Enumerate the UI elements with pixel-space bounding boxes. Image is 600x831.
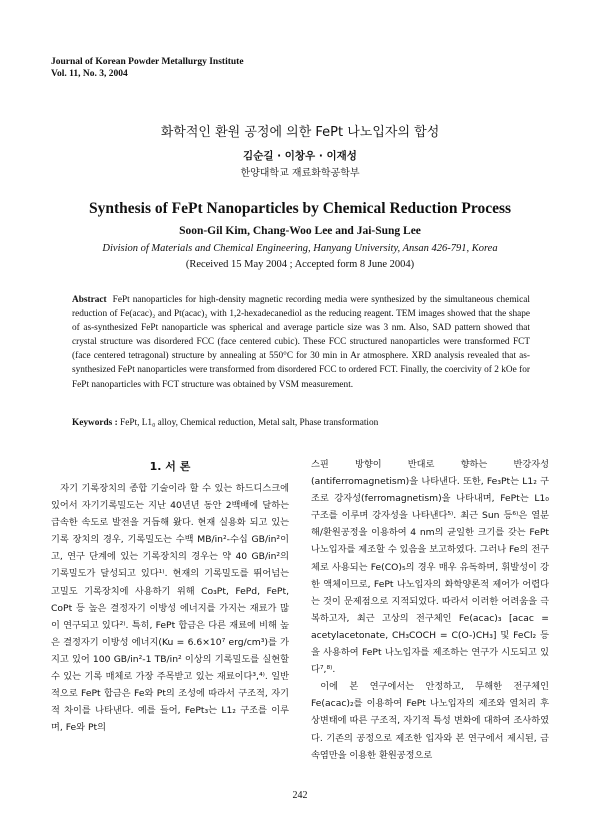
keywords-text: FePt, L1₀ alloy, Chemical reduction, Metal salt, Phase transformation	[120, 418, 379, 428]
english-authors: Soon-Gil Kim, Chang-Woo Lee and Jai-Sung Lee	[179, 225, 421, 237]
abstract-label: Abstract	[72, 295, 107, 305]
page-number: 242	[292, 790, 308, 801]
english-title: Synthesis of FePt Nanoparticles by Chemical Reduction Process	[88, 200, 512, 217]
keywords-label: Keywords :	[72, 418, 118, 428]
journal-volume: Vol. 11, No. 3, 2004	[51, 69, 128, 79]
section-heading: 1. 서 론	[149, 460, 191, 473]
korean-title: 화학적인 환원 공정에 의한 FePt 나노입자의 합성	[160, 125, 440, 140]
journal-header	[51, 56, 244, 80]
received-dates: (Received 15 May 2004 ; Accepted form 8 June 2004)	[185, 259, 415, 270]
right-column	[311, 456, 549, 764]
abstract	[72, 293, 530, 392]
journal-name: Journal of Korean Powder Metallurgy Institute	[51, 57, 244, 67]
abstract-text: FePt nanoparticles for high-density magnetic recording media were synthesized by the simultaneous chemical reduction of Fe(acac)₂ and Pt(acac)₂ with 1,2-hexadecanediol as the reducing reagent. TEM images showed that the shape of as-synthesized FePt nanoparticle was spherical and average particle size was 3 nm. Also, SAD pattern showed that crystal structure was disordered FCC (face centered cubic). These FCC structured nanoparticles were transformed FCT (face centered tetragonal) structure by annealing at 550°C for 30 min in Ar atmosphere. XRD analysis revealed that as-synthesized FePt nanoparticles were transformed from disordered FCC to ordered FCT. Finally, the coercivity of 2 kOe for FePt nanoparticles with FCT structure was obtained by VSM measurement.	[72, 295, 530, 390]
korean-authors: 김순길 · 이창우 · 이재성	[243, 150, 357, 162]
intro-paragraph-right-1: 스핀 방향이 반대로 향하는 반강자성(antiferromagnetism)을 나타낸다. 또한, Fe₃Pt는 L1₂ 구조로 강자성(ferromagnetism)을 나타내며, FePt는 L1₀ 구조를 이루며 강자성을 나타낸다⁵⁾. 최근 Sun 등⁶⁾은 열분해/환원공정을 이용하여 4 nm의 균일한 크기를 갖는 FePt 나노입자를 제조할 수 있음을 보고하였다. 그러나 Fe의 전구체로 사용되는 Fe(CO)₅의 경우 매우 유독하며, 휘발성이 강한 액체이므로, FePt 나노입자의 화학양론적 제어가 어렵다는 것이 문제점으로 지적되었다. 따라서 이러한 어려움을 극복하고자, 최근 고상의 전구체인 Fe(acac)₃ [acac = acetylacetonate, CH₃COCH = C(O-)CH₃] 및 FeCl₂ 등을 사용하여 FePt 나노입자를 제조하는 연구가 시도되고 있다⁷,⁸⁾.	[311, 459, 549, 676]
korean-affiliation: 한양대학교 재료화학공학부	[240, 168, 360, 179]
keywords	[72, 416, 530, 430]
intro-paragraph-left: 자기 기록장치의 종합 기술이라 할 수 있는 하드디스크에 있어서 자기기록밀도는 지난 40년년 동안 2백배에 달하는 급속한 속도로 발전을 거듭해 왔다. 현재 실용화 되고 있는 기록 장치의 경우, 기록밀도는 수백 MB/in²-수십 GB/in²이고, 연구 단계에 있는 기록장치의 경우는 약 40 GB/in²의 기록밀도가 달성되고 있다¹⁾. 현재의 기록밀도를 뛰어넘는 고밀도 기록장치에 사용하기 위해 Co₃Pt, FePd, FePt, CoPt 등 높은 결정자기 이방성 에너지를 가지는 재료가 많이 연구되고 있다²⁾. 특히, FePt 합금은 다른 재료에 비해 높은 결정자기 이방성 에너지(Ku = 6.6×10⁷ erg/cm³)를 가지고 있어 100 GB/in²-1 TB/in² 이상의 기록밀도를 실현할 수 있는 기록 매체로 가장 주목받고 있는 재료이다³,⁴⁾. 일반적으로 FePt 합금은 Fe와 Pt의 조성에 따라서 구조적, 자기적 차이를 나타낸다. 예를 들어, FePt₃는 L1₂ 구조를 이루며, Fe와 Pt의	[51, 483, 289, 734]
left-column	[51, 480, 289, 736]
english-affiliation: Division of Materials and Chemical Engineering, Hanyang University, Ansan 426-791, Korea	[102, 243, 498, 254]
intro-paragraph-right-2: 이에 본 연구에서는 안정하고, 무해한 전구체인 Fe(acac)₂를 이용하여 FePt 나노입자의 제조와 열처리 후 상변태에 따른 구조적, 자기적 특성 변화에 대하여 조사하였다. 기존의 공정으로 제조한 입자와 본 연구에서 제시된, 금속염만을 이용한 환원공정으로	[311, 681, 549, 761]
